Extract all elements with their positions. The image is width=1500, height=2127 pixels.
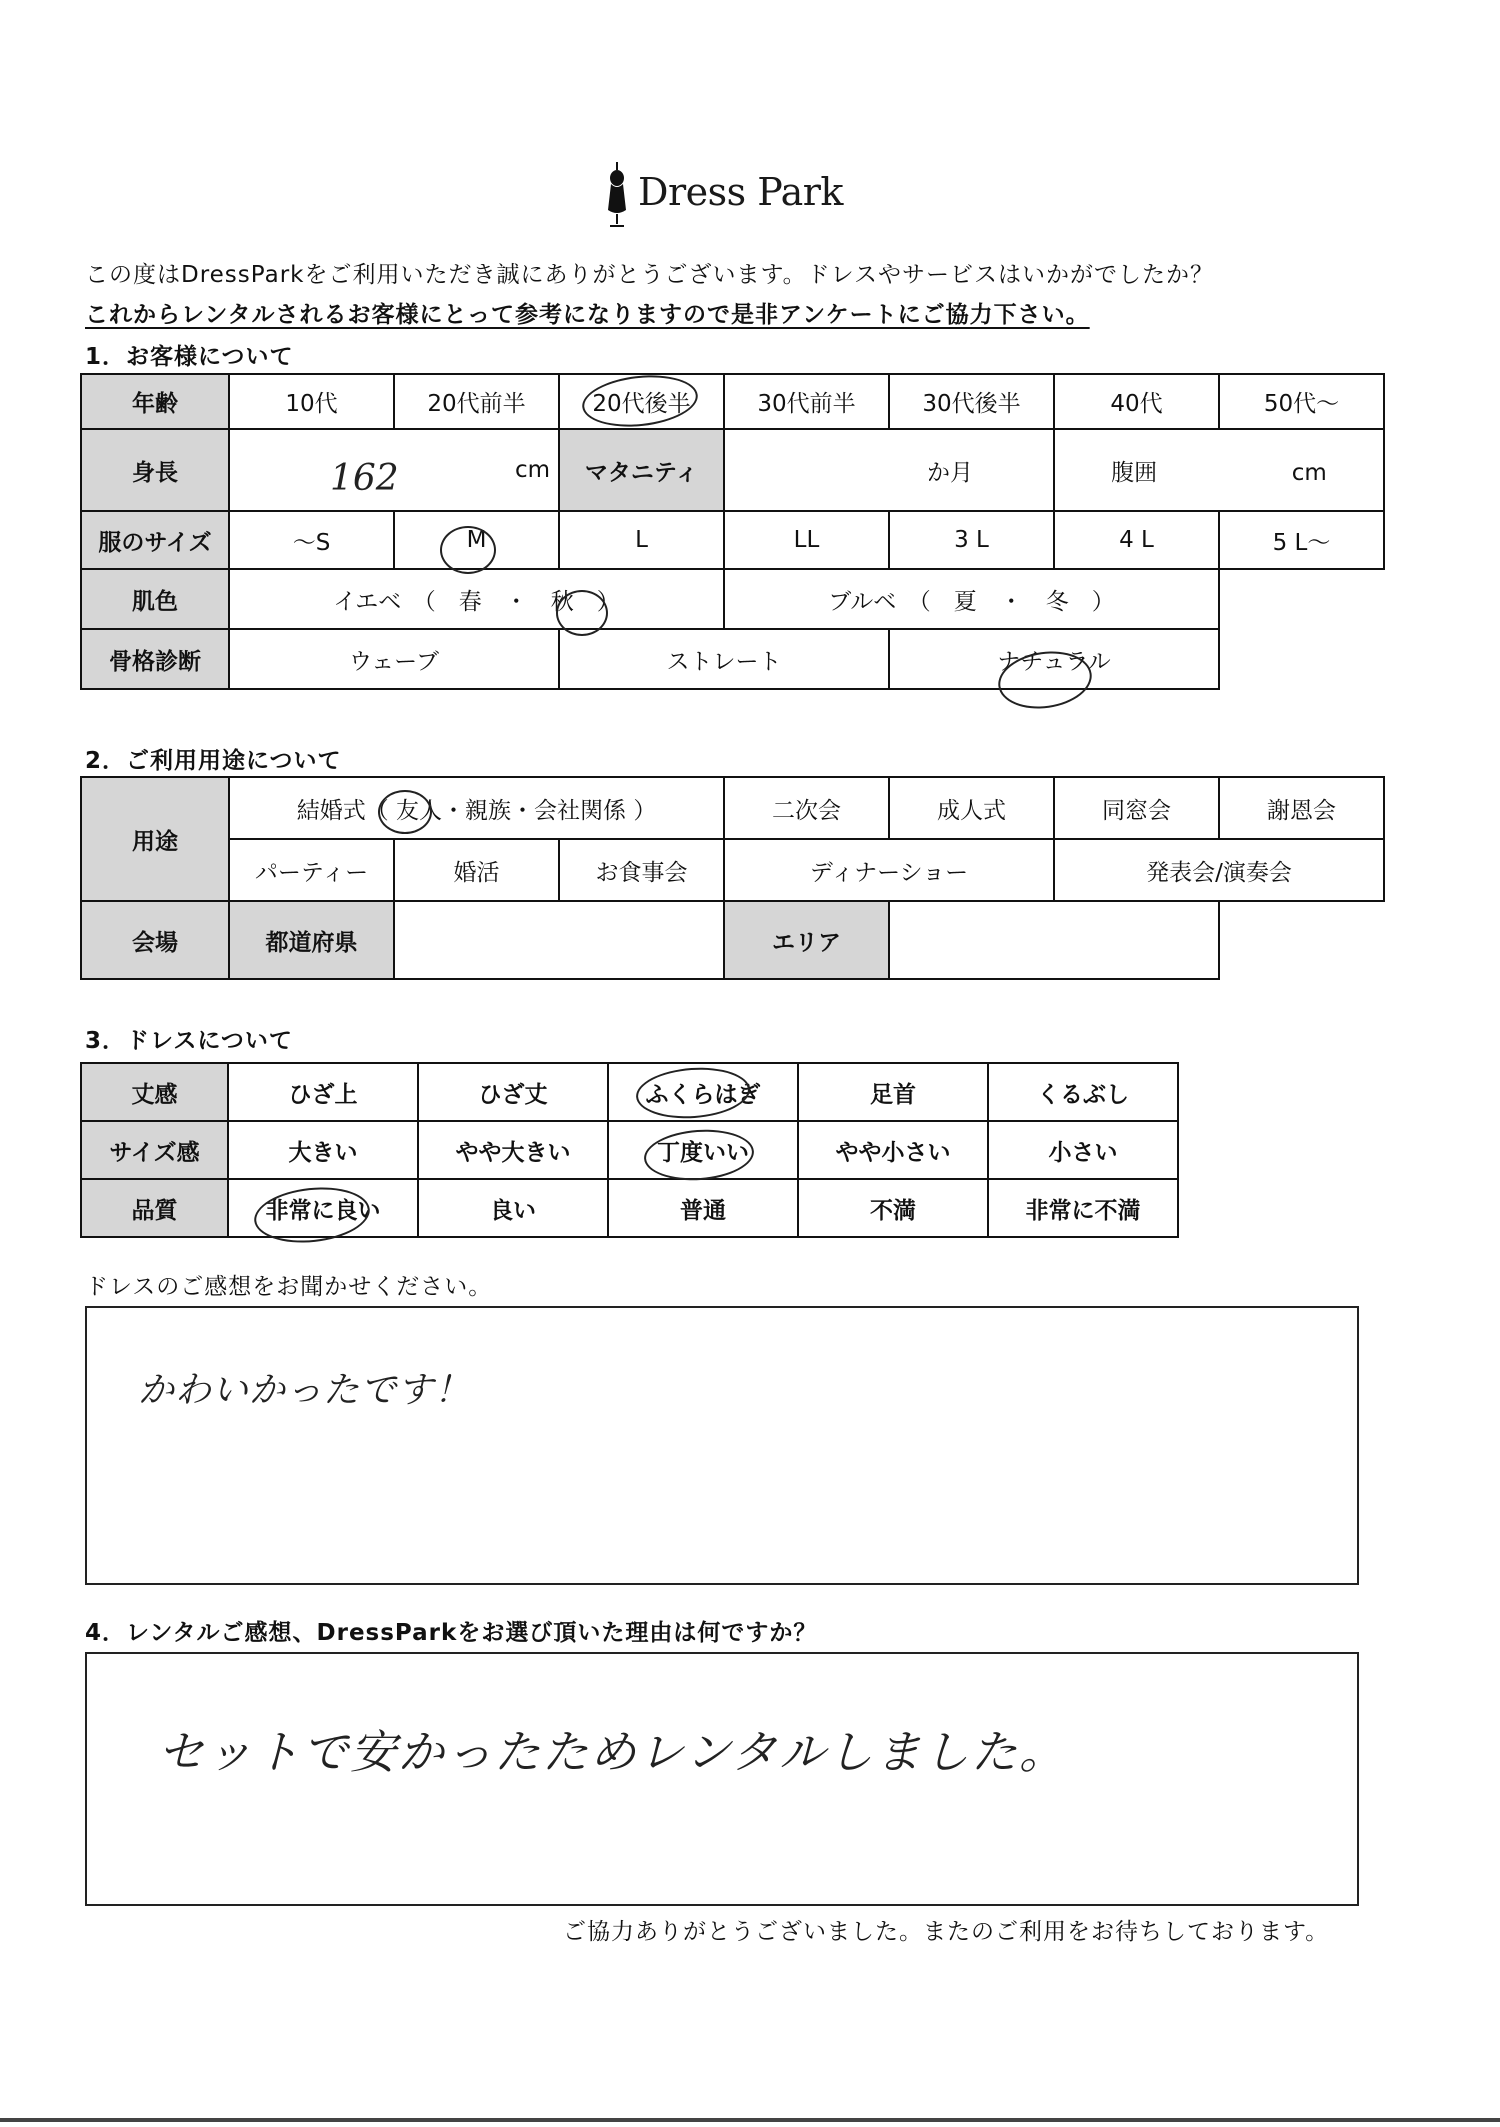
size-option[interactable]: 5 L〜 xyxy=(1219,511,1384,569)
age-label: 年齢 xyxy=(81,374,229,429)
frame-option-selected[interactable]: ナチュラル xyxy=(889,629,1219,689)
quality-option[interactable]: 普通 xyxy=(608,1179,798,1237)
purpose-option[interactable]: 謝恩会 xyxy=(1219,777,1384,839)
impression-answer: かわいかったです！ xyxy=(138,1370,472,1411)
frame-option[interactable]: ストレート xyxy=(559,629,889,689)
maternity-months-field[interactable] xyxy=(724,429,1054,511)
venue-label: 会場 xyxy=(81,901,229,979)
purpose-table xyxy=(80,776,1385,980)
quality-option[interactable]: 非常に不満 xyxy=(988,1179,1178,1237)
intro-request: これからレンタルされるお客様にとって参考になりますので是非アンケートにご協力下さい。 xyxy=(85,302,1090,328)
size-label: 服のサイズ xyxy=(81,511,229,569)
purpose-option[interactable]: 成人式 xyxy=(889,777,1054,839)
months-unit: か月 xyxy=(927,459,973,486)
waist-field[interactable] xyxy=(1054,429,1384,511)
section4-title: 4．レンタルご感想、DressParkをお選び頂いた理由は何ですか？ xyxy=(85,1620,818,1646)
dress-form-icon xyxy=(600,160,634,230)
reason-answer: セットで安かったためレンタルしました。 xyxy=(158,1725,1068,1779)
section2-title: 2．ご利用用途について xyxy=(85,748,342,774)
height-unit: cm xyxy=(514,457,550,483)
size-option-selected[interactable]: M xyxy=(394,511,559,569)
quality-option[interactable]: 良い xyxy=(418,1179,608,1237)
area-label: エリア xyxy=(724,901,889,979)
waist-label: 腹囲 xyxy=(1111,459,1158,486)
skin-blue-option[interactable]: ブルベ （ 夏 ・ 冬 ） xyxy=(724,569,1219,629)
height-handwritten: 162 xyxy=(330,458,399,499)
quality-option-selected[interactable]: 非常に良い xyxy=(228,1179,418,1237)
age-option[interactable]: 20代前半 xyxy=(394,374,559,429)
purpose-option[interactable]: 婚活 xyxy=(394,839,559,901)
scan-edge-line xyxy=(0,2118,1500,2122)
logo-text: Dress Park xyxy=(638,170,843,214)
length-option[interactable]: 足首 xyxy=(798,1063,988,1121)
purpose-option[interactable]: ディナーショー xyxy=(724,839,1054,901)
age-option[interactable]: 30代前半 xyxy=(724,374,889,429)
length-option[interactable]: くるぶし xyxy=(988,1063,1178,1121)
size-option[interactable]: LL xyxy=(724,511,889,569)
skin-label: 肌色 xyxy=(81,569,229,629)
fit-option-selected[interactable]: 丁度いい xyxy=(608,1121,798,1179)
purpose-label: 用途 xyxy=(81,777,229,901)
size-option[interactable]: 4 L xyxy=(1054,511,1219,569)
prefecture-label: 都道府県 xyxy=(229,901,394,979)
frame-option[interactable]: ウェーブ xyxy=(229,629,559,689)
length-option[interactable]: ひざ上 xyxy=(228,1063,418,1121)
section3-title: 3．ドレスについて xyxy=(85,1028,293,1054)
size-option[interactable]: 〜S xyxy=(229,511,394,569)
age-option[interactable]: 30代後半 xyxy=(889,374,1054,429)
fit-option[interactable]: 大きい xyxy=(228,1121,418,1179)
age-option[interactable]: 40代 xyxy=(1054,374,1219,429)
quality-label: 品質 xyxy=(81,1179,228,1237)
purpose-option[interactable]: お食事会 xyxy=(559,839,724,901)
fit-option[interactable]: 小さい xyxy=(988,1121,1178,1179)
age-option[interactable]: 50代〜 xyxy=(1219,374,1384,429)
dresspark-logo xyxy=(600,160,900,230)
height-label: 身長 xyxy=(81,429,229,511)
fit-option[interactable]: やや小さい xyxy=(798,1121,988,1179)
age-option-selected[interactable]: 20代後半 xyxy=(559,374,724,429)
impression-textarea[interactable] xyxy=(85,1306,1359,1585)
intro-text: この度はDressParkをご利用いただき誠にありがとうございます。ドレスやサービスはいかがでしたか？ xyxy=(85,262,1214,288)
closing-message: ご協力ありがとうございました。またのご利用をお待ちしております。 xyxy=(563,1919,1330,1945)
age-option[interactable]: 10代 xyxy=(229,374,394,429)
purpose-option[interactable]: 発表会/演奏会 xyxy=(1054,839,1384,901)
prefecture-field[interactable] xyxy=(394,901,724,979)
section1-title: 1．お客様について xyxy=(85,344,294,370)
length-option[interactable]: ひざ丈 xyxy=(418,1063,608,1121)
impression-prompt: ドレスのご感想をお聞かせください。 xyxy=(85,1274,493,1300)
length-label: 丈感 xyxy=(81,1063,228,1121)
fit-label: サイズ感 xyxy=(81,1121,228,1179)
dress-table xyxy=(80,1062,1179,1238)
purpose-option[interactable]: 二次会 xyxy=(724,777,889,839)
size-option[interactable]: 3 L xyxy=(889,511,1054,569)
length-option-selected[interactable]: ふくらはぎ xyxy=(608,1063,798,1121)
frame-label: 骨格診断 xyxy=(81,629,229,689)
quality-option[interactable]: 不満 xyxy=(798,1179,988,1237)
area-field[interactable] xyxy=(889,901,1219,979)
purpose-option[interactable]: 同窓会 xyxy=(1054,777,1219,839)
fit-option[interactable]: やや大きい xyxy=(418,1121,608,1179)
waist-unit: cm xyxy=(1291,459,1327,486)
purpose-option[interactable]: パーティー xyxy=(229,839,394,901)
maternity-label: マタニティ xyxy=(559,429,724,511)
customer-table xyxy=(80,373,1385,690)
purpose-option-wedding[interactable]: 結婚式（ 友人・親族・会社関係 ） xyxy=(229,777,724,839)
skin-yellow-option[interactable]: イエベ （ 春 ・ 秋 ） xyxy=(229,569,724,629)
size-option[interactable]: L xyxy=(559,511,724,569)
